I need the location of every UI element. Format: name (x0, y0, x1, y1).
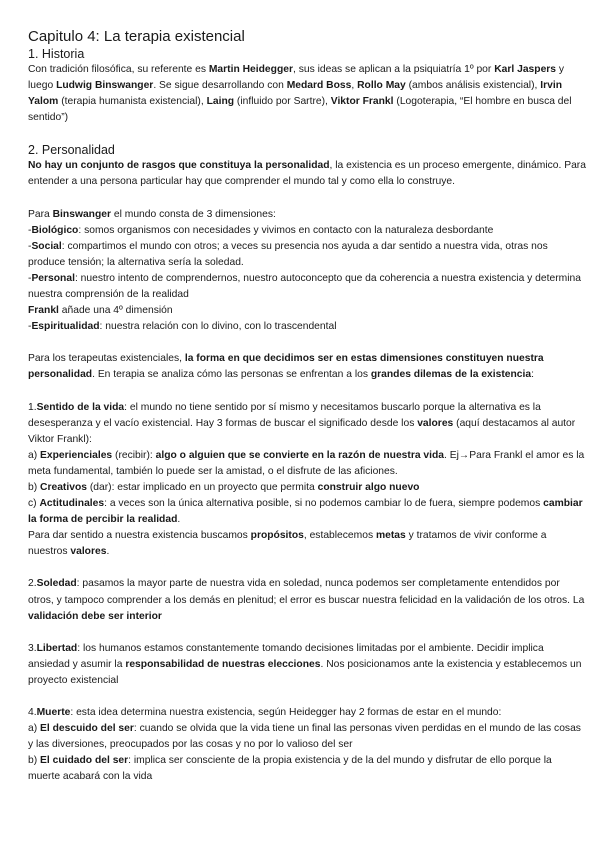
purpose-paragraph: Para dar sentido a nuestra existencia buscamos propósitos, establecemos metas y tratamos de vivir conforme a nuestros valores. (28, 530, 547, 558)
dimension-social: -Social: compartimos el mundo con otros; a veces su presencia nos ayuda a dar sentido a nuestra vida, otras nos produce tensión; la alternativa sería la soledad. (28, 240, 548, 268)
values-experienciales: a) Experienciales (recibir): algo o alguien que se convierte en la razón de nuestra vida. Ej→Para Frankl el amor es la meta fundamental, también lo puede ser la amistad, o el disfrute de las aficiones. (28, 449, 585, 477)
frankl-note: Frankl añade una 4º dimensión (28, 305, 173, 317)
dimension-espiritualidad: -Espiritualidad: nuestra relación con lo divino, con lo trascendental (28, 321, 337, 333)
section-heading-historia: 1. Historia (28, 47, 85, 61)
dilemma-soledad: 2.Soledad: pasamos la mayor parte de nuestra vida en soledad, nunca podemos ser completamente entendidos por otros, y tampoco comprender a los demás en plenitud; el error es buscar nuestra felicidad en la validación de los otros. La validación debe ser interior (28, 578, 585, 622)
values-creativos: b) Creativos (dar): estar implicado en un proyecto que permita construir algo nuevo (28, 481, 420, 493)
dimension-biologico: -Biológico: somos organismos con necesidades y vivimos en contacto con la naturaleza desbordante (28, 224, 494, 236)
dilemma-sentido: 1.Sentido de la vida: el mundo no tiene sentido por sí mismo y necesitamos buscarlo porque la alternativa es la desesperanza y el vacío existencial. Hay 3 formas de buscar el significado desde los valores (aquí destacamos al autor Viktor Frankl): (28, 401, 576, 445)
binswanger-intro: Para Binswanger el mundo consta de 3 dimensiones: (28, 208, 276, 220)
dilemma-muerte: 4.Muerte: esta idea determina nuestra existencia, según Heidegger hay 2 formas de estar en el mundo: (28, 707, 502, 718)
historia-paragraph: Con tradición filosófica, su referente es Martin Heidegger, sus ideas se aplican a la psiquiatría 1º por Karl Jaspers y luego Ludwig Binswanger. Se sigue desarrollando con Medard Boss, Rollo May (ambos análisis existencial), Irvin Yalom (terapia humanista existencial), Laing (influido por Sartre), Viktor Frankl (Logoterapia, “El hombre en busca del sentido”) (28, 64, 572, 124)
muerte-descuido: a) El descuido del ser: cuando se olvida que la vida tiene un final las personas viven perdidas en el mundo de las cosas y las diversiones, preocupados por las cosas y no por lo valioso del ser (28, 723, 581, 751)
dimension-personal: -Personal: nuestro intento de comprendernos, nuestro autoconcepto que da coherencia a nuestra existencia y determina nuestra comprensión de la realidad (28, 272, 581, 301)
section-heading-personalidad: 2. Personalidad (28, 143, 115, 158)
dilemma-libertad: 3.Libertad: los humanos estamos constantemente tomando decisiones limitadas por el ambiente. Decidir implica ansiedad y asumir la responsabilidad de nuestras elecciones. Nos posicionamos ante la existencia y establecemos un proyecto existencial (28, 642, 582, 686)
chapter-title: Capitulo 4: La terapia existencial (28, 28, 245, 45)
personalidad-paragraph: No hay un conjunto de rasgos que constituya la personalidad, la existencia es un proceso emergente, dinámico. Para entender a una persona particular hay que comprender el mundo tal y como ella lo construye. (28, 160, 586, 188)
muerte-cuidado: b) El cuidado del ser: implica ser consciente de la propia existencia y de la del mundo y disfrutar de ello porque la muerte acabará con la vida (28, 755, 552, 783)
values-actitudinales: c) Actitudinales: a veces son la única alternativa posible, si no podemos cambiar lo de fuera, siempre podemos cambiar la forma de percibir la realidad. (28, 498, 583, 526)
therapists-paragraph: Para los terapeutas existenciales, la forma en que decidimos ser en estas dimensiones constituyen nuestra personalidad. En terapia se analiza cómo las personas se enfrentan a los grandes dilemas de la existencia: (28, 353, 544, 381)
